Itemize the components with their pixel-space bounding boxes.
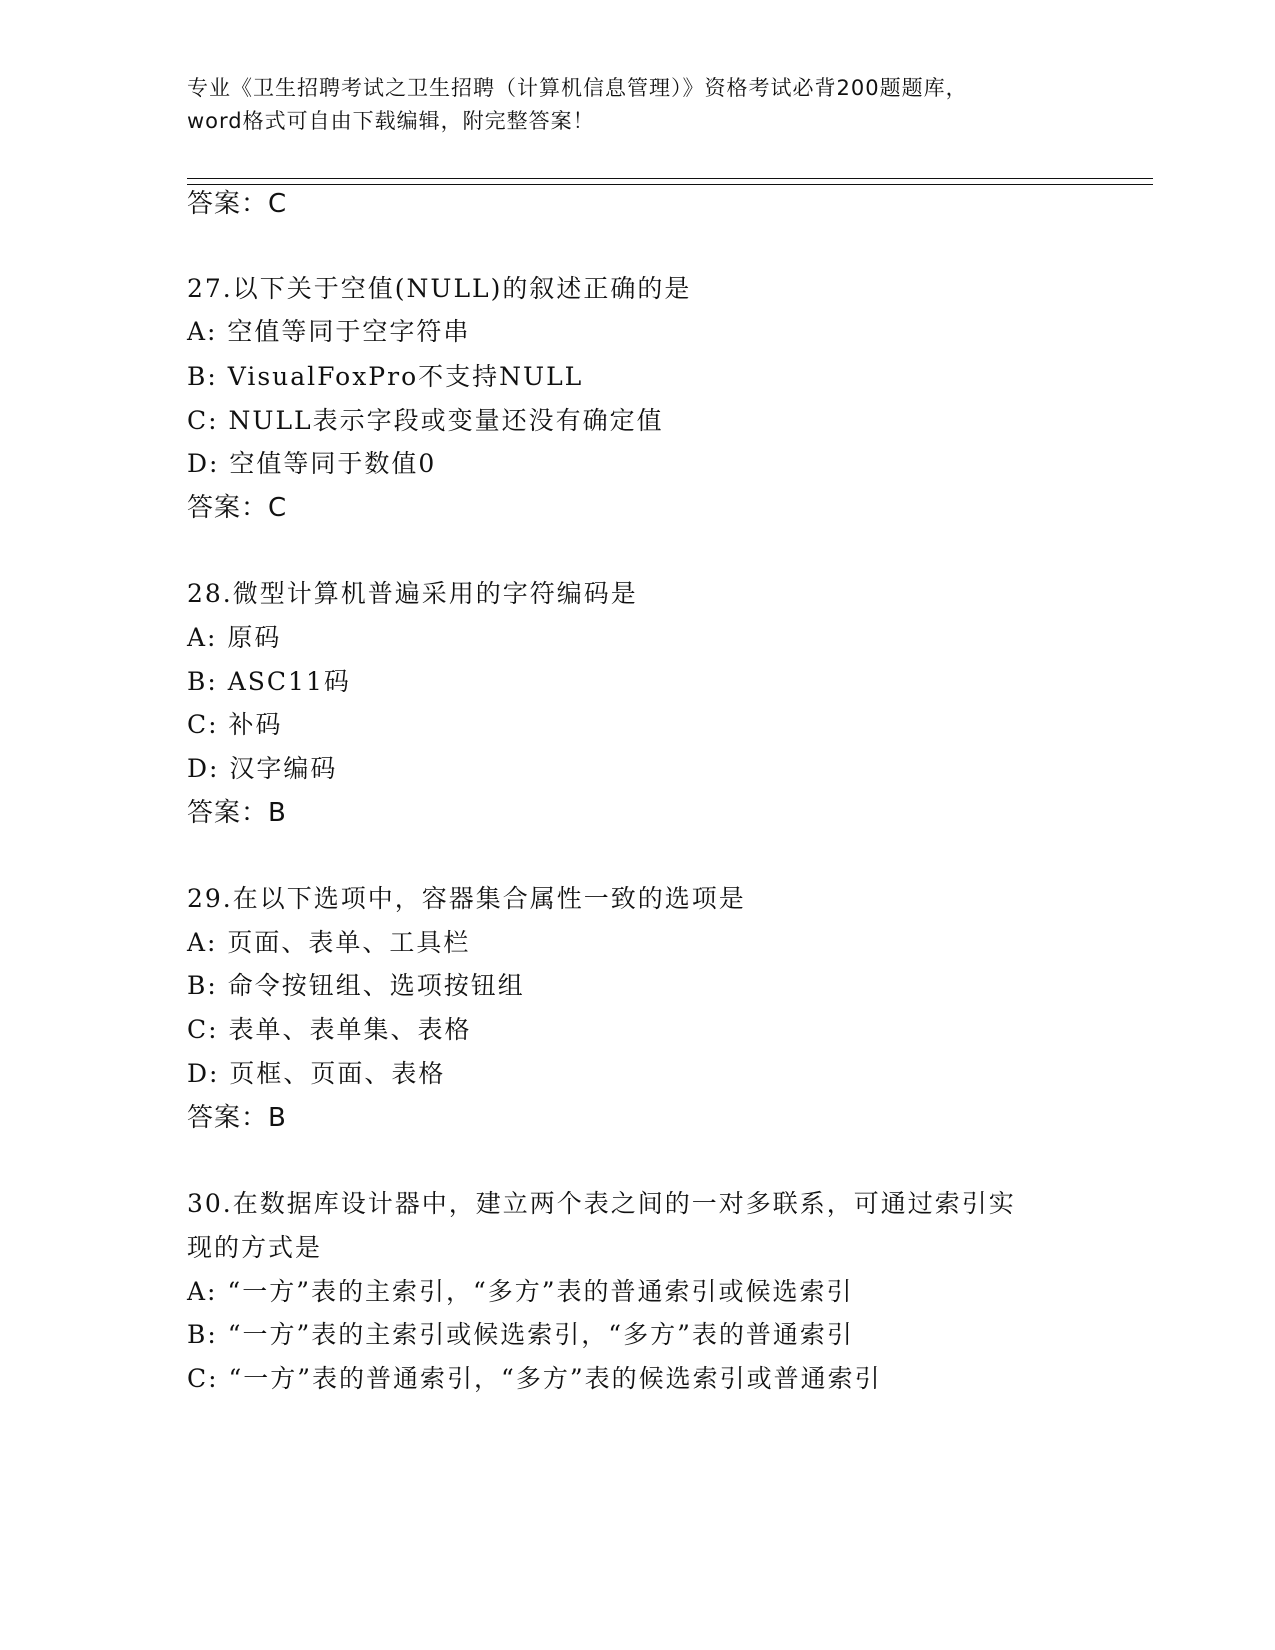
question-28-option-d: D: 汉字编码 [187,754,338,783]
document-header [187,72,1067,138]
question-27-answer: 答案：C [187,493,288,523]
question-30-option-a: A: “一方”表的主索引，“多方”表的普通索引或候选索引 [187,1277,854,1306]
question-28-option-b: B: ASC11码 [187,667,351,696]
header-divider-top [187,178,1153,179]
question-27-option-c: C: NULL表示字段或变量还没有确定值 [187,406,664,435]
question-28-stem: 28.微型计算机普遍采用的字符编码是 [187,579,638,608]
question-29-stem: 29.在以下选项中，容器集合属性一致的选项是 [187,884,746,913]
question-27-option-b: B: VisualFoxPro不支持NULL [187,362,584,391]
question-29-option-a: A: 页面、表单、工具栏 [187,928,471,957]
question-29-answer: 答案：B [187,1103,287,1133]
question-30-option-c: C: “一方”表的普通索引，“多方”表的候选索引或普通索引 [187,1364,882,1393]
question-27-option-a: A: 空值等同于空字符串 [187,317,471,346]
question-30-stem-line-2: 现的方式是 [187,1233,323,1262]
question-30-option-b: B: “一方”表的主索引或候选索引，“多方”表的普通索引 [187,1320,854,1349]
question-28-answer: 答案：B [187,798,287,828]
question-30-stem-line-1: 30.在数据库设计器中，建立两个表之间的一对多联系，可通过索引实 [187,1189,1016,1218]
header-line-1: 专业《卫生招聘考试之卫生招聘（计算机信息管理）》资格考试必背200题题库， [187,76,968,100]
question-28-option-a: A: 原码 [187,623,282,652]
question-28-option-c: C: 补码 [187,710,283,739]
header-divider-bottom [187,184,1153,185]
header-line-2: word格式可自由下载编辑，附完整答案！ [187,109,595,133]
question-29-option-b: B: 命令按钮组、选项按钮组 [187,971,525,1000]
previous-answer: 答案：C [187,189,288,219]
question-29-option-d: D: 页框、页面、表格 [187,1059,446,1088]
question-27-stem: 27.以下关于空值(NULL)的叙述正确的是 [187,274,692,303]
question-29-option-c: C: 表单、表单集、表格 [187,1015,472,1044]
question-27-option-d: D: 空值等同于数值0 [187,449,437,478]
